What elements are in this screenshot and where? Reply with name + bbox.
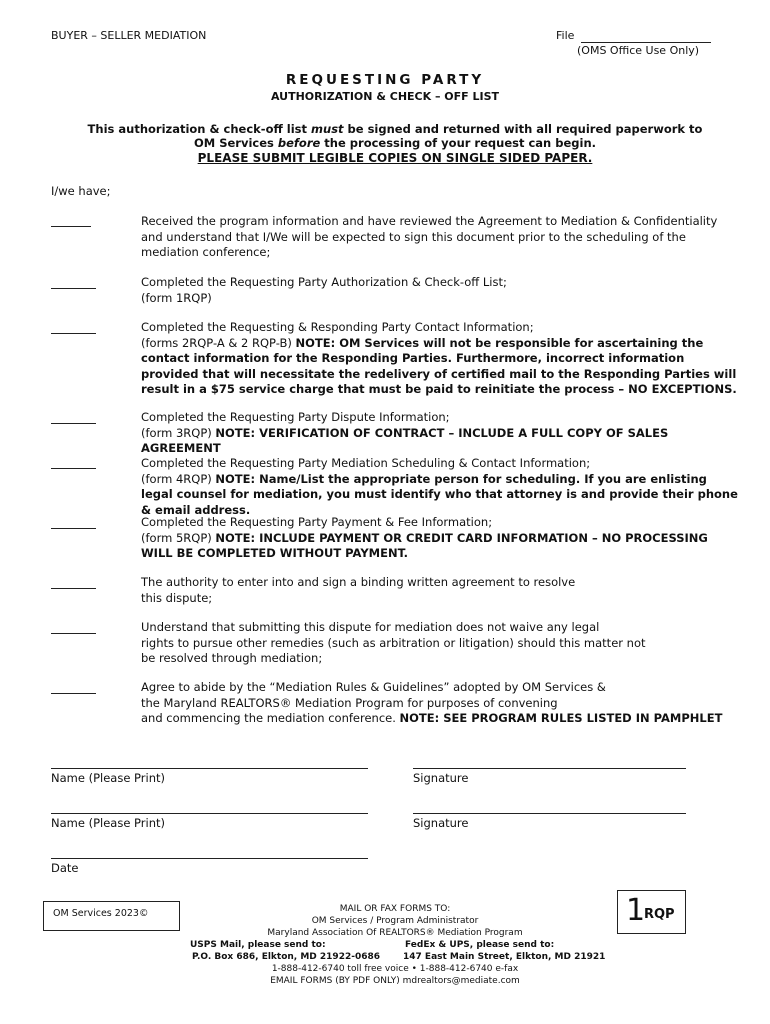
checklist-item-3: Completed the Requesting & Responding Party Contact Information; (forms 2RQP-A & 2 RQP-B) NOTE: OM Services will not be responsible for ascertaining the contact information for the Responding Parties. Furthermore, incorrect information provided that will necessitate the redelivery of certified mail to the Responding Parties will result in a $75 service charge that must be paid to reinitiate the process – NO EXCEPTIONS. [141,320,737,396]
name-print-line-1[interactable] [51,768,368,769]
signature-line-2[interactable] [413,813,686,814]
checkoff-blank-8[interactable] [51,633,96,634]
form-code: RQP [644,907,675,922]
page-title: REQUESTING PARTY [285,72,485,88]
footer-mail-block [195,903,595,939]
form-number-box [617,890,686,934]
page-subtitle: AUTHORIZATION & CHECK – OFF LIST [270,90,500,103]
signature-label-1: Signature [413,771,469,785]
intro-line-2: OM Services before the processing of your request can begin. [194,136,596,150]
fedex-address: 147 East Main Street, Elkton, MD 21921 [403,952,606,962]
date-line[interactable] [51,858,368,859]
checkoff-blank-5[interactable] [51,468,96,469]
legible-copies-notice: PLEASE SUBMIT LEGIBLE COPIES ON SINGLE SIDED PAPER. [197,151,593,165]
office-use-note: (OMS Office Use Only) [577,44,700,57]
signature-line-1[interactable] [413,768,686,769]
checklist-item-7: The authority to enter into and sign a binding written agreement to resolve this dispute; [141,575,576,605]
email-forms: EMAIL FORMS (BY PDF ONLY) mdrealtors@mediate.com [270,976,520,986]
checklist-item-9: Agree to abide by the “Mediation Rules & Guidelines” adopted by OM Services & the Maryland REALTORS® Mediation Program for purposes of convening and commencing the mediation conference. NOTE: SEE PROGRAM RULES LISTED IN PAMPHLET [141,680,723,725]
name-print-label-2: Name (Please Print) [51,816,165,830]
mail-title: MAIL OR FAX FORMS TO: [339,904,451,914]
fedex-label: FedEx & UPS, please send to: [405,940,555,950]
file-number-line [581,42,711,43]
signature-label-2: Signature [413,816,469,830]
usps-address: P.O. Box 686, Elkton, MD 21922-0686 [192,952,381,962]
form-number: 1 [626,893,646,928]
checkoff-blank-6[interactable] [51,528,96,529]
checkoff-blank-9[interactable] [51,693,96,694]
name-print-label-1: Name (Please Print) [51,771,165,785]
copyright-box [43,901,180,931]
lead-text: I/we have; [51,184,111,198]
checkoff-blank-7[interactable] [51,588,96,589]
checklist-item-2: Completed the Requesting Party Authorization & Check-off List; (form 1RQP) [141,275,507,305]
phone-numbers: 1-888-412-6740 toll free voice • 1-888-412-6740 e-fax [271,964,519,974]
association-name: Maryland Association Of REALTORS® Mediation Program [267,928,523,938]
name-print-line-2[interactable] [51,813,368,814]
checklist-item-5: Completed the Requesting Party Mediation Scheduling & Contact Information; (form 4RQP) NOTE: Name/List the appropriate person for scheduling. If you are enlisting legal counsel for mediation, you must identify who that attorney is and provide their phone & email address. [141,456,738,517]
usps-label: USPS Mail, please send to: [190,940,326,950]
checklist-item-8: Understand that submitting this dispute for mediation does not waive any legal rights to pursue other remedies (such as arbitration or litigation) should this matter not be resolved through mediation; [141,620,646,665]
copyright-text: OM Services 2023© [53,908,149,919]
checklist-item-4: Completed the Requesting Party Dispute Information; (form 3RQP) NOTE: VERIFICATION OF CONTRACT – INCLUDE A FULL COPY OF SALES AGREEMENT [141,410,669,455]
checklist-item-1: Received the program information and have reviewed the Agreement to Mediation & Confidentiality and understand that I/We will be expected to sign this document prior to the scheduling of the mediation conference; [141,214,718,259]
intro-line-1: This authorization & check-off list must be signed and returned with all required paperwork to [87,122,703,136]
date-label: Date [51,861,79,875]
checkoff-blank-3[interactable] [51,333,96,334]
form-header-left: BUYER – SELLER MEDIATION [51,29,207,42]
checkoff-blank-1[interactable] [51,226,91,227]
admin-name: OM Services / Program Administrator [311,916,479,926]
checkoff-blank-2[interactable] [51,288,96,289]
file-label: File [556,29,575,42]
checkoff-blank-4[interactable] [51,423,96,424]
checklist-item-6: Completed the Requesting Party Payment & Fee Information; (form 5RQP) NOTE: INCLUDE PAYMENT OR CREDIT CARD INFORMATION – NO PROCESSING WILL BE COMPLETED WITHOUT PAYMENT. [141,515,708,560]
